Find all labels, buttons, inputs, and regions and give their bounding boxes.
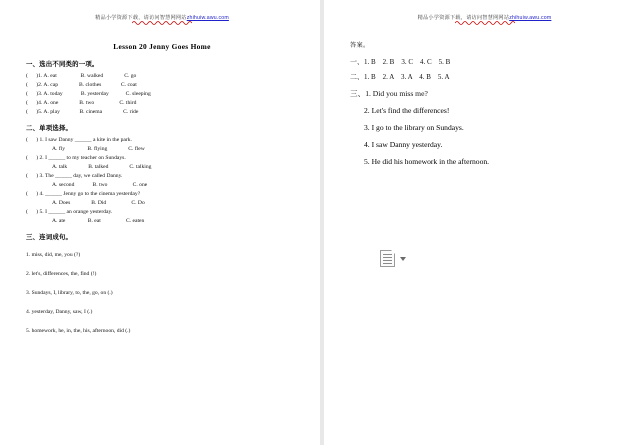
question-item: ( ) 2. I ______ to my teacher on Sundays. [26,155,126,161]
answer-section-heading: 三、 [350,89,366,98]
answer-row [350,55,619,70]
page-right [324,0,641,445]
question-options: A. fly B. flying C. flew [52,146,145,152]
question-options: A. second B. two C. one [52,182,148,188]
question-item: ( ) 5. I ______ an orange yesterday. [26,209,113,215]
watermark-label: 精品小学资源下载，请访问智慧网网站 [95,15,187,21]
answer-row: 4. I saw Danny yesterday. [364,140,443,149]
document-icon [380,250,395,267]
page-left [0,0,320,445]
answer-row: 5. He did his homework in the afternoon. [364,157,490,166]
question-item: ( ) 3. The ______ day, we called Danny. [26,173,123,179]
question-item: ( ) 4. ______ Jenny go to the cinema yesterday? [26,191,141,197]
question-item: ( )3. A. today B. yesterday C. sleeping [26,91,151,97]
document-thumbnail[interactable] [380,250,406,267]
question-item: 2. let's, differences, the, find (!) [26,271,97,277]
question-item: 1. miss, did, me, you (?) [26,252,81,258]
question-item: ( )2. A. cap B. clothes C. coat [26,82,137,88]
question-options: A. talk B. talked C. talking [52,164,152,170]
answer-row [350,70,619,85]
question-item: 4. yesterday, Danny, saw, I (.) [26,309,93,315]
squiggle-underline-icon [132,20,192,25]
watermark-link[interactable]: zhihuiw.awu.com [509,15,552,21]
answer-section-heading: 一、 [350,58,364,66]
answer-row: 3. I go to the library on Sundays. [364,123,464,132]
watermark-link[interactable]: zhihuiw.awu.com [186,15,229,21]
section-heading-1: 一、选出不同类的一项。 [26,61,99,68]
answer-values: 1. B 2. A 3. A 4. B 5. A [364,73,450,81]
question-item: ( )5. A. play B. cinema C. ride [26,109,139,115]
answer-values: 1. B 2. B 3. C 4. C 5. B [364,58,451,66]
watermark-right [350,14,619,26]
answer-row: 2. Let's find the differences! [364,106,450,115]
question-item: ( ) 1. I saw Danny ______ a kite in the park. [26,137,132,143]
section-heading-3: 三、连词成句。 [26,234,73,241]
squiggle-underline-icon [455,20,515,25]
question-item: 5. homework, he, in, the, his, afternoon, did (.) [26,328,131,334]
question-options: A. Does B. Did C. Do [52,200,145,206]
watermark-label: 精品小学资源下载，请访问智慧网网站 [417,15,510,21]
question-item: ( )4. A. one B. two C. third [26,100,137,106]
section-heading-2: 二、单项选择。 [26,125,73,132]
question-item: ( )1. A. eat B. walked C. go [26,73,137,79]
question-options: A. ate B. eat C. eaten [52,218,145,224]
chevron-down-icon[interactable] [400,257,406,261]
watermark-left [26,14,298,26]
question-item: 3. Sundays, I, library, to, the, go, on (.) [26,290,113,296]
answers-label: 答案。 [350,42,370,49]
answer-section-heading: 二、 [350,73,364,81]
answer-values: 1. Did you miss me? [365,89,428,98]
page-title: Lesson 20 Jenny Goes Home [113,42,211,51]
answer-row [350,85,619,102]
